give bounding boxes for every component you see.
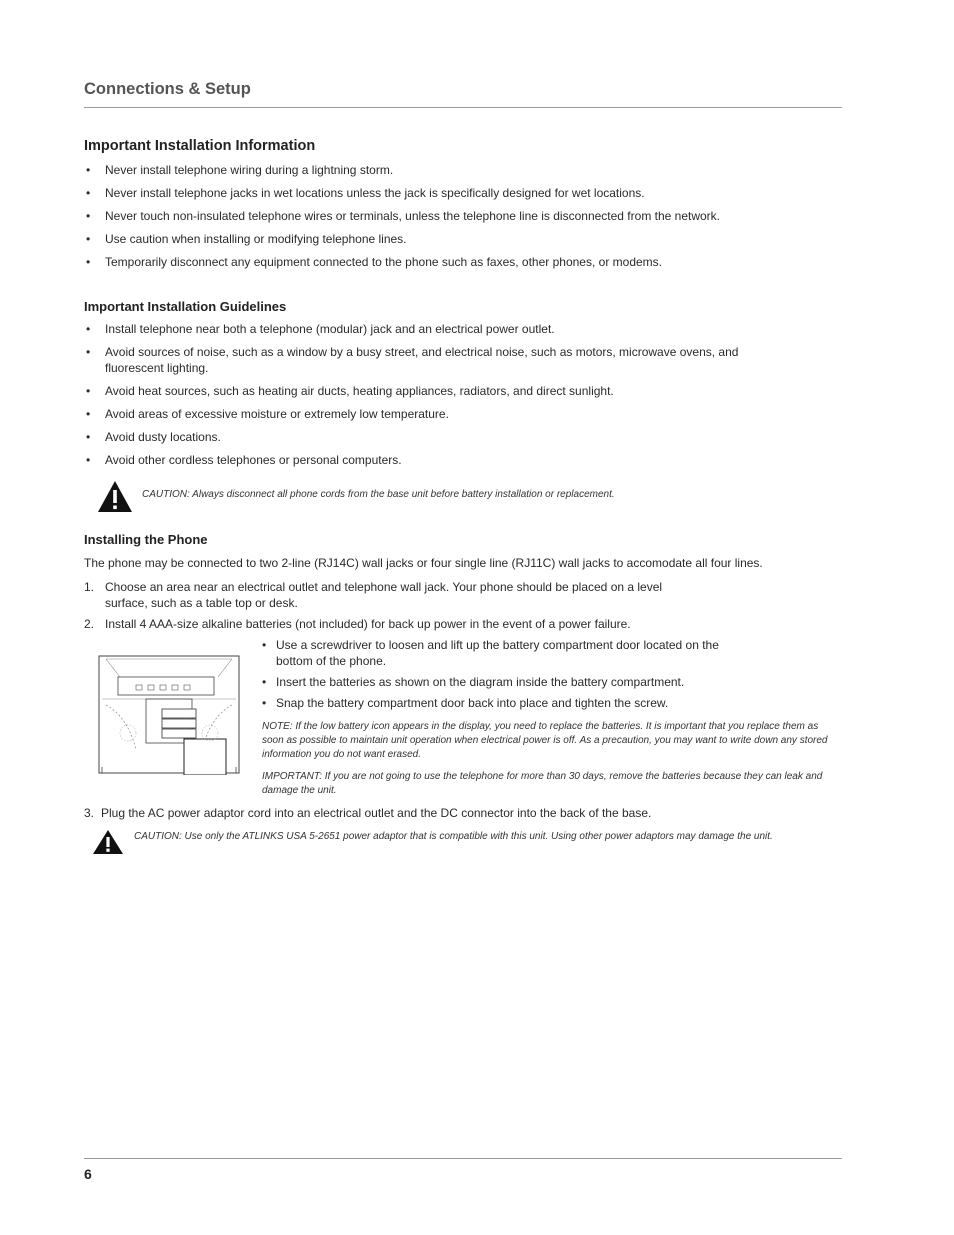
step-text: Choose an area near an electrical outlet and telephone wall jack. Your phone should be placed on a level surface, such as a table top or desk. <box>105 580 663 610</box>
list-item-text: Use a screwdriver to loosen and lift up the battery compartment door located on the bottom of the phone. <box>276 638 719 668</box>
info-heading: Important Installation Information <box>84 138 316 154</box>
list-item: • Avoid other cordless telephones or personal computers. <box>84 452 844 468</box>
info-list <box>84 162 844 270</box>
list-item: • Snap the battery compartment door back into place and tighten the screw. <box>262 695 842 711</box>
installing-heading: Installing the Phone <box>84 532 208 547</box>
warning-icon <box>92 829 124 855</box>
list-item: • Install telephone near both a telephone (modular) jack and an electrical power outlet. <box>84 321 844 337</box>
caution-text: CAUTION: Always disconnect all phone cords from the base unit before battery installation or replacement. <box>142 489 615 500</box>
list-item: • Insert the batteries as shown on the diagram inside the battery compartment. <box>262 674 842 690</box>
installing-intro: The phone may be connected to two 2-line (RJ14C) wall jacks or four single line (RJ11C) wall jacks to accomodate all four lines. <box>84 556 763 570</box>
footer-rule <box>84 1158 842 1159</box>
battery-steps-list <box>262 637 842 716</box>
header-rule <box>84 107 842 108</box>
step-text: Install 4 AAA-size alkaline batteries (not included) for back up power in the event of a power failure. <box>105 617 631 631</box>
list-item: • Use caution when installing or modifying telephone lines. <box>84 231 844 247</box>
list-item: • Never install telephone jacks in wet locations unless the jack is specifically designed for wet locations. <box>84 185 844 201</box>
list-item: • Never install telephone wiring during a lightning storm. <box>84 162 844 178</box>
step-number: 2. <box>84 617 95 631</box>
guidelines-heading: Important Installation Guidelines <box>84 299 287 314</box>
list-item: • Avoid dusty locations. <box>84 429 844 445</box>
warning-icon <box>97 480 133 513</box>
caution-text: CAUTION: Use only the ATLINKS USA 5-2651 power adaptor that is compatible with this unit. Using other power adaptors may damage the unit. <box>134 831 773 842</box>
step-item <box>84 579 674 611</box>
battery-compartment-diagram <box>98 655 240 775</box>
list-item: • Never touch non-insulated telephone wires or terminals, unless the telephone line is disconnected from the network. <box>84 208 844 224</box>
important-text: IMPORTANT: If you are not going to use the telephone for more than 30 days, remove the batteries because they can leak and damage the unit. <box>262 771 823 796</box>
page-number: 6 <box>84 1166 92 1182</box>
list-item <box>262 637 746 669</box>
guidelines-list <box>84 321 844 468</box>
step-item <box>84 616 784 632</box>
note-text: NOTE: If the low battery icon appears in the display, you need to replace the batteries. It is important that you replace them as soon as possible to maintain unit operation when electrical power is off. As a precaution, you may want to write down any stored information you do not want erased. <box>262 721 828 760</box>
step-number: 1. <box>84 580 95 594</box>
step-item <box>84 805 784 821</box>
step-number: 3. <box>84 806 95 820</box>
list-item: • Avoid heat sources, such as heating air ducts, heating appliances, radiators, and direct sunlight. <box>84 383 844 399</box>
list-item: • Avoid sources of noise, such as a window by a busy street, and electrical noise, such as motors, microwave ovens, and fluorescent lighting. <box>84 344 745 376</box>
step-text: Plug the AC power adaptor cord into an electrical outlet and the DC connector into the back of the base. <box>101 806 652 820</box>
section-title: Connections & Setup <box>84 80 251 98</box>
list-item: • Temporarily disconnect any equipment connected to the phone such as faxes, other phones, or modems. <box>84 254 844 270</box>
list-item: • Avoid areas of excessive moisture or extremely low temperature. <box>84 406 844 422</box>
